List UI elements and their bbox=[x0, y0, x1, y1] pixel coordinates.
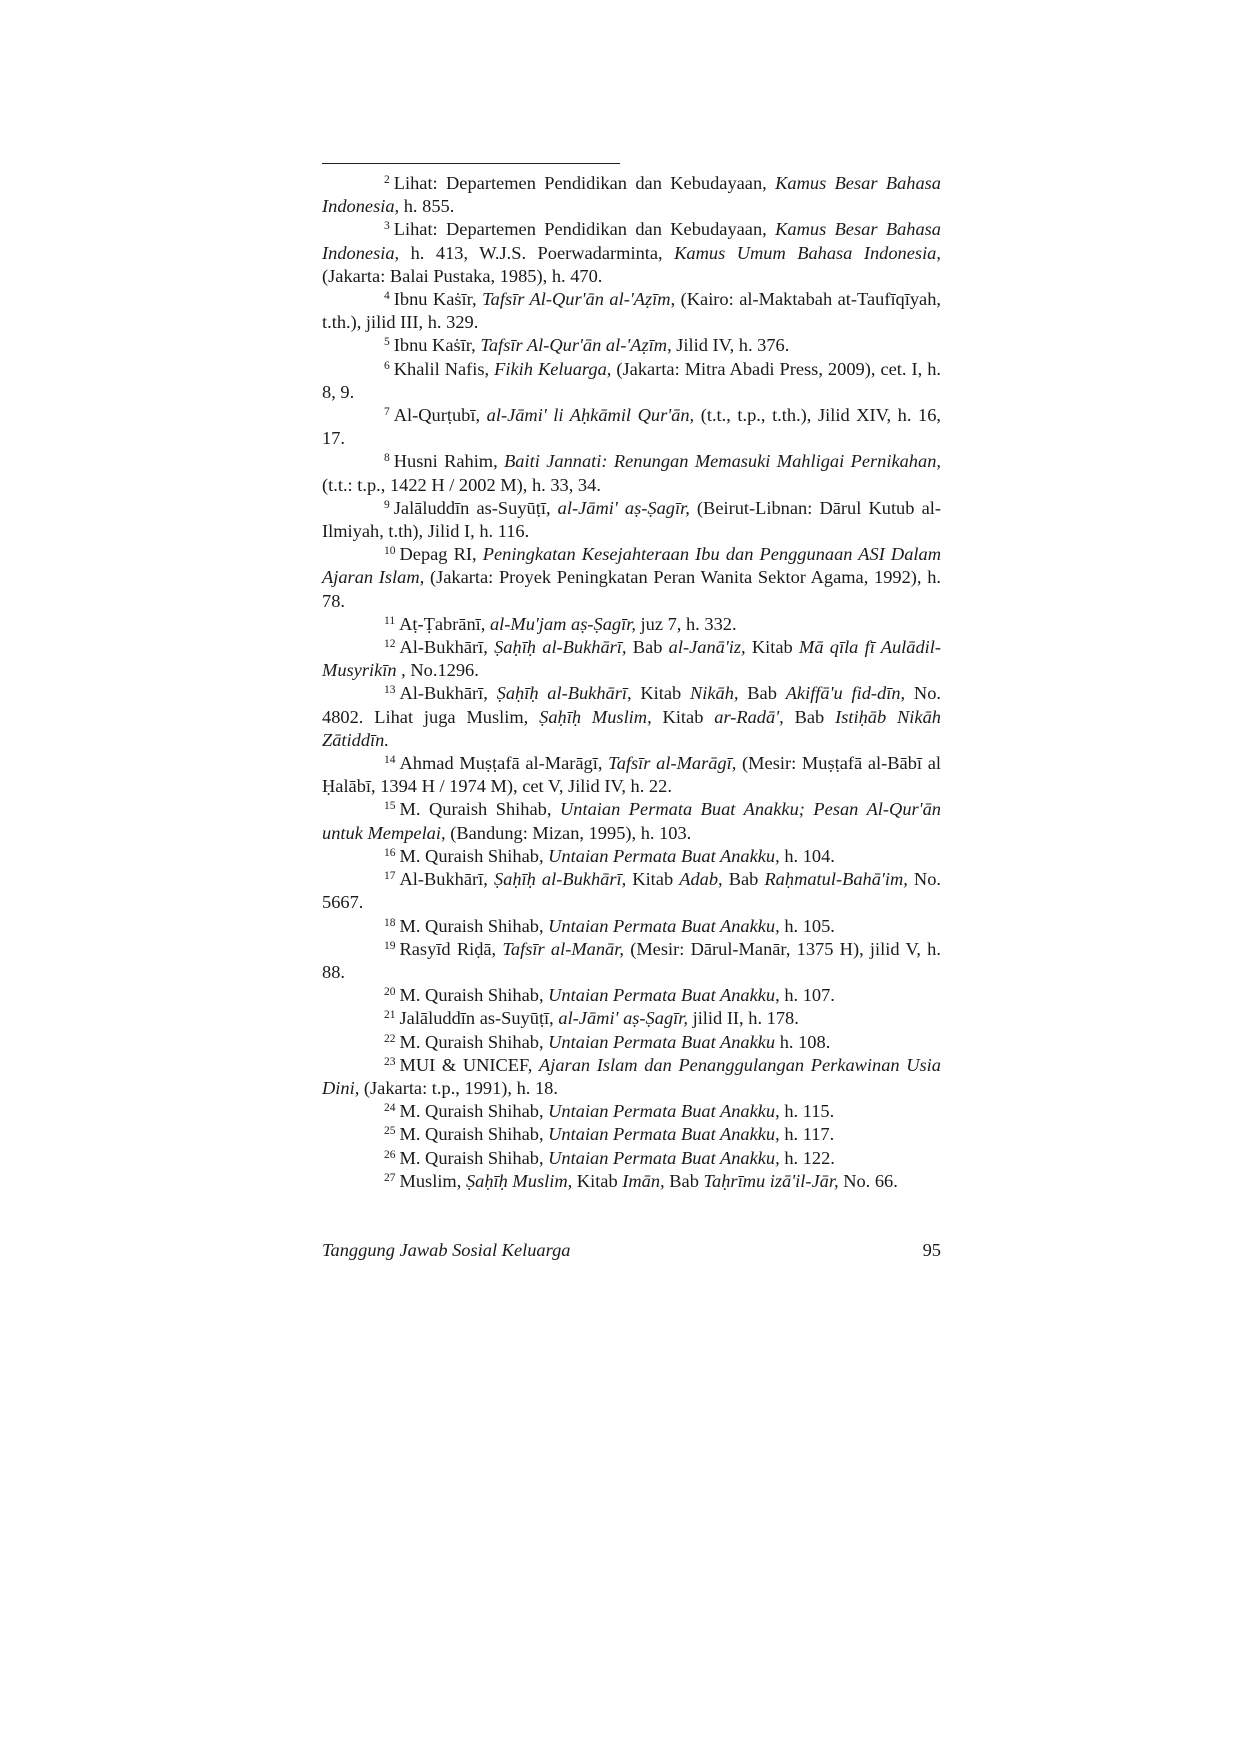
footnote-italic-title: Kamus Besar Bahasa Indonesia, bbox=[322, 173, 942, 217]
footnote-text: M. Quraish Shihab, bbox=[399, 915, 549, 936]
footnote-italic-title: Taḥrīmu izā'il-Jār, bbox=[703, 1170, 839, 1191]
footnote-text: Al-Bukhārī, bbox=[399, 869, 494, 890]
footnote-text: Khalil Nafis, bbox=[393, 358, 495, 379]
footnote-20 bbox=[322, 984, 941, 1007]
footnote-text: (Mesir: Dārul-Manār, 1375 H), jilid V, h. 88. bbox=[322, 938, 941, 982]
footnote-text: M. Quraish Shihab, bbox=[399, 1101, 549, 1122]
footnote-text: (Jakarta: t.p., 1991), h. 18. bbox=[359, 1077, 558, 1098]
footnote-italic-title: Baiti Jannati: Renungan Memasuki Mahligai Pernikahan, bbox=[504, 451, 941, 472]
footnote-italic-title: Ajaran Islam dan Penanggulangan Perkawinan Usia Dini, bbox=[322, 1054, 941, 1098]
footnote-19 bbox=[322, 938, 941, 984]
footnote-text: M. Quraish Shihab, bbox=[399, 845, 549, 866]
footnote-15 bbox=[322, 798, 941, 844]
footnote-text: Bab bbox=[738, 683, 786, 704]
footnote-italic-title: Ṣaḥīḥ al-Bukhārī, bbox=[494, 637, 627, 658]
footnote-17 bbox=[322, 868, 941, 914]
footnote-italic-title: al-Mu'jam aṣ-Ṣagīr, bbox=[489, 613, 636, 634]
footnote-6 bbox=[322, 358, 941, 404]
footnote-italic-title: Untaian Permata Buat Anakku; Pesan Al-Qur'ān untuk Mempelai, bbox=[322, 799, 942, 843]
footnote-5 bbox=[322, 334, 941, 357]
footnote-text: (Jakarta: Mitra Abadi Press, 2009), cet. I, h. 8, 9. bbox=[322, 358, 941, 402]
footnote-8 bbox=[322, 450, 941, 496]
footnote-italic-title: al-Jāmi' aṣ-Ṣagīr, bbox=[557, 497, 690, 518]
running-title: Tanggung Jawab Sosial Keluarga bbox=[322, 1240, 571, 1260]
footnote-italic-title: Untaian Permata Buat Anakku bbox=[548, 1031, 776, 1052]
footnote-text: , (Jakarta: Balai Pustaka, 1985), h. 470. bbox=[322, 242, 941, 286]
footnote-italic-title: Istiḥāb Nikāh Zātiddīn. bbox=[322, 706, 941, 750]
footnote-text: Al-Bukhārī, bbox=[399, 683, 497, 704]
footnote-text: (Mesir: Muṣṭafā al-Bābī al Ḥalābī, 1394 H / 1974 M), cet V, Jilid IV, h. 22. bbox=[322, 753, 942, 797]
footnote-text: Depag RI, bbox=[399, 544, 483, 565]
footnote-number: 15 bbox=[384, 800, 396, 813]
footnote-italic-title: Untaian Permata Buat Anakku, bbox=[548, 845, 780, 866]
footnote-italic-title: Tafsīr Al-Qur'ān al-'Aẓīm bbox=[480, 335, 668, 356]
footnote-27 bbox=[322, 1170, 941, 1193]
footnote-text: Kitab bbox=[572, 1170, 623, 1191]
footnote-text: Bab bbox=[722, 869, 765, 890]
footnote-text: Al-Qurṭubī, bbox=[393, 405, 487, 426]
footnote-text: (Beirut-Libnan: Dārul Kutub al-Ilmiyah, t.th), Jilid I, h. 116. bbox=[322, 497, 941, 542]
footnote-text: Kitab bbox=[631, 683, 690, 704]
footnote-number: 16 bbox=[384, 846, 396, 859]
footnote-number: 8 bbox=[384, 452, 390, 465]
footnote-text: M. Quraish Shihab, bbox=[399, 1031, 549, 1052]
footnote-text: Bab bbox=[664, 1170, 704, 1191]
footnote-text: jilid II, h. 178. bbox=[687, 1008, 799, 1029]
footnote-number: 5 bbox=[384, 336, 390, 349]
footnote-16 bbox=[322, 845, 941, 868]
footnote-separator-rule bbox=[322, 163, 620, 164]
footnote-text: Rasyīd Riḍā, bbox=[399, 938, 503, 959]
footnote-13 bbox=[322, 682, 941, 752]
footnote-text: , (Kairo: al-Maktabah at-Taufīqīyah, t.th.), jilid III, h. 329. bbox=[322, 289, 942, 333]
footnote-7 bbox=[322, 404, 941, 450]
footnote-18 bbox=[322, 915, 941, 938]
footnote-text: , Jilid IV, h. 376. bbox=[667, 335, 790, 356]
footnote-number: 7 bbox=[384, 406, 390, 419]
footnote-italic-title: Kamus Umum Bahasa Indonesia bbox=[674, 242, 937, 263]
footnote-italic-title: al-Janā'iz, bbox=[668, 637, 746, 658]
footnote-text: , (Jakarta: Proyek Peningkatan Peran Wanita Sektor Agama, 1992), h. 78. bbox=[322, 567, 941, 611]
footnote-italic-title: Fikih Keluarga, bbox=[494, 358, 612, 379]
footnote-12 bbox=[322, 636, 941, 682]
footnote-text: Lihat: Departemen Pendidikan dan Kebudayaan, bbox=[393, 219, 776, 240]
footnote-italic-title: Kamus Besar Bahasa Indonesia, bbox=[322, 219, 942, 263]
footnote-text: , No. 4802. Lihat juga Muslim, bbox=[322, 683, 941, 727]
footnote-number: 14 bbox=[384, 754, 396, 767]
footnote-text: M. Quraish Shihab, bbox=[399, 799, 560, 820]
footnote-number: 23 bbox=[384, 1055, 396, 1068]
footnote-italic-title: Akiffā'u fid-dīn bbox=[785, 683, 901, 704]
footnote-22 bbox=[322, 1031, 941, 1054]
footnote-text: M. Quraish Shihab, bbox=[399, 1147, 549, 1168]
footnote-italic-title: al-Jāmi' li Aḥkāmil Qur'ān, bbox=[486, 405, 695, 426]
footnote-2 bbox=[322, 172, 941, 218]
footnote-text: MUI & UNICEF, bbox=[399, 1054, 539, 1075]
footnote-text: Ibnu Kaṡīr, bbox=[393, 289, 483, 310]
footnote-italic-title: Untaian Permata Buat Anakku bbox=[548, 1124, 776, 1145]
footnote-italic-title: ar-Radā', bbox=[714, 706, 784, 727]
footnote-text: Husni Rahim, bbox=[393, 451, 505, 472]
footnote-text: h. 122. bbox=[779, 1147, 835, 1168]
footnote-text: h. 105. bbox=[779, 915, 835, 936]
footnote-italic-title: Tafsīr Al-Qur'ān al-'Aẓīm bbox=[482, 289, 671, 310]
footnote-number: 11 bbox=[384, 614, 396, 627]
footnote-text: h. 413, W.J.S. Poerwadarminta, bbox=[399, 242, 675, 263]
footnote-italic-title: Mā qīla fī Aulādil-Musyrikīn bbox=[322, 637, 942, 681]
footnote-23 bbox=[322, 1054, 941, 1100]
footnote-text: M. Quraish Shihab, bbox=[399, 1124, 549, 1145]
footnote-italic-title: al-Jāmi' aṣ-Ṣagīr, bbox=[558, 1008, 688, 1029]
footnote-21 bbox=[322, 1007, 941, 1030]
footnote-number: 20 bbox=[384, 986, 396, 999]
footnote-text: Ahmad Muṣṭafā al-Marāgī, bbox=[399, 753, 609, 774]
footnotes-section bbox=[322, 172, 941, 1193]
footnote-text: Jalāluddīn as-Suyūṭī, bbox=[399, 1008, 559, 1029]
footnote-text: , h. 107. bbox=[775, 985, 835, 1006]
footnote-text: (Bandung: Mizan, 1995), h. 103. bbox=[445, 822, 692, 843]
footnote-10 bbox=[322, 543, 941, 613]
footnote-text: (t.t.: t.p., 1422 H / 2002 M), h. 33, 34. bbox=[322, 474, 601, 495]
footnote-italic-title: Raḥmatul-Bahā'im, bbox=[764, 869, 908, 890]
footnote-text: , h. 115. bbox=[775, 1101, 835, 1122]
footnote-text: Kitab bbox=[745, 637, 799, 658]
footnote-text: juz 7, h. 332. bbox=[635, 613, 737, 634]
footnote-number: 18 bbox=[384, 916, 396, 929]
footnote-number: 2 bbox=[384, 174, 390, 186]
footnote-number: 22 bbox=[384, 1032, 396, 1045]
footnote-number: 12 bbox=[384, 638, 396, 651]
footnote-text: h. 104. bbox=[779, 845, 835, 866]
footnote-italic-title: Ṣaḥīḥ al-Bukhārī, bbox=[496, 683, 632, 704]
footnote-text: Jalāluddīn as-Suyūṭī, bbox=[393, 497, 558, 518]
footnote-number: 25 bbox=[384, 1125, 396, 1138]
footnote-text: , No.1296. bbox=[396, 660, 479, 681]
footnote-italic-title: Nikāh, bbox=[689, 683, 739, 704]
footnote-italic-title: Adab, bbox=[679, 869, 723, 890]
footnote-text: h. 108. bbox=[775, 1031, 831, 1052]
footnote-text: Al-Bukhārī, bbox=[399, 637, 495, 658]
footnote-italic-title: Ṣaḥīḥ al-Bukhārī, bbox=[493, 869, 627, 890]
footnote-italic-title: Untaian Permata Buat Anakku, bbox=[548, 915, 780, 936]
footnote-text: No. 66. bbox=[838, 1170, 898, 1191]
footnote-11 bbox=[322, 613, 941, 636]
footnote-text: Lihat: Departemen Pendidikan dan Kebudayaan, bbox=[393, 173, 776, 193]
footnote-4 bbox=[322, 288, 941, 334]
footnote-text: Kitab bbox=[626, 869, 680, 890]
footnote-text: M. Quraish Shihab, bbox=[399, 985, 549, 1006]
footnote-text: h. 855. bbox=[399, 196, 455, 217]
footnote-italic-title: Ṣaḥīḥ Muslim, bbox=[539, 706, 652, 727]
footnote-text: Bab bbox=[626, 637, 669, 658]
page-number: 95 bbox=[922, 1240, 941, 1260]
footnote-25 bbox=[322, 1123, 941, 1146]
footnote-26 bbox=[322, 1147, 941, 1170]
footnote-italic-title: Peningkatan Kesejahteraan Ibu dan Penggunaan ASI Dalam Ajaran Islam bbox=[322, 544, 941, 588]
footnote-italic-title: Ṣaḥīḥ Muslim, bbox=[465, 1170, 573, 1191]
footnote-9 bbox=[322, 497, 941, 543]
footnote-3 bbox=[322, 218, 941, 288]
footnote-number: 27 bbox=[384, 1171, 396, 1184]
footnote-text: Kitab bbox=[651, 706, 715, 727]
footnote-italic-title: Tafsīr al-Marāgī, bbox=[608, 753, 737, 774]
footnote-number: 4 bbox=[384, 290, 390, 303]
footnote-number: 13 bbox=[384, 684, 396, 697]
footnote-text: Aṭ-Ṭabrānī, bbox=[399, 613, 490, 634]
footnote-italic-title: Untaian Permata Buat Anakku bbox=[548, 985, 776, 1006]
footnote-number: 26 bbox=[384, 1148, 396, 1161]
footnote-text: (t.t., t.p., t.th.), Jilid XIV, h. 16, 17. bbox=[322, 405, 942, 449]
footnote-number: 24 bbox=[384, 1102, 396, 1115]
footnote-italic-title: Untaian Permata Buat Anakku bbox=[548, 1101, 776, 1122]
footnote-number: 19 bbox=[384, 939, 396, 952]
footnote-number: 6 bbox=[384, 359, 390, 372]
footnote-24 bbox=[322, 1100, 941, 1123]
footnote-text: , h. 117. bbox=[775, 1124, 835, 1145]
footnote-number: 10 bbox=[384, 545, 396, 558]
footnote-text: Muslim, bbox=[399, 1170, 466, 1191]
footnote-italic-title: Untaian Permata Buat Anakku, bbox=[548, 1147, 780, 1168]
footnote-text: No. 5667. bbox=[322, 869, 941, 913]
footnote-number: 17 bbox=[384, 870, 396, 883]
footnote-italic-title: Imān, bbox=[622, 1170, 665, 1191]
footnote-number: 3 bbox=[384, 220, 390, 233]
footnote-number: 21 bbox=[384, 1009, 396, 1022]
footnote-14 bbox=[322, 752, 941, 798]
footnote-italic-title: Tafsīr al-Manār, bbox=[502, 938, 624, 959]
footnote-text: Bab bbox=[783, 706, 836, 727]
footnote-number: 9 bbox=[384, 498, 390, 511]
footnote-text: Ibnu Kaṡīr, bbox=[393, 335, 481, 356]
